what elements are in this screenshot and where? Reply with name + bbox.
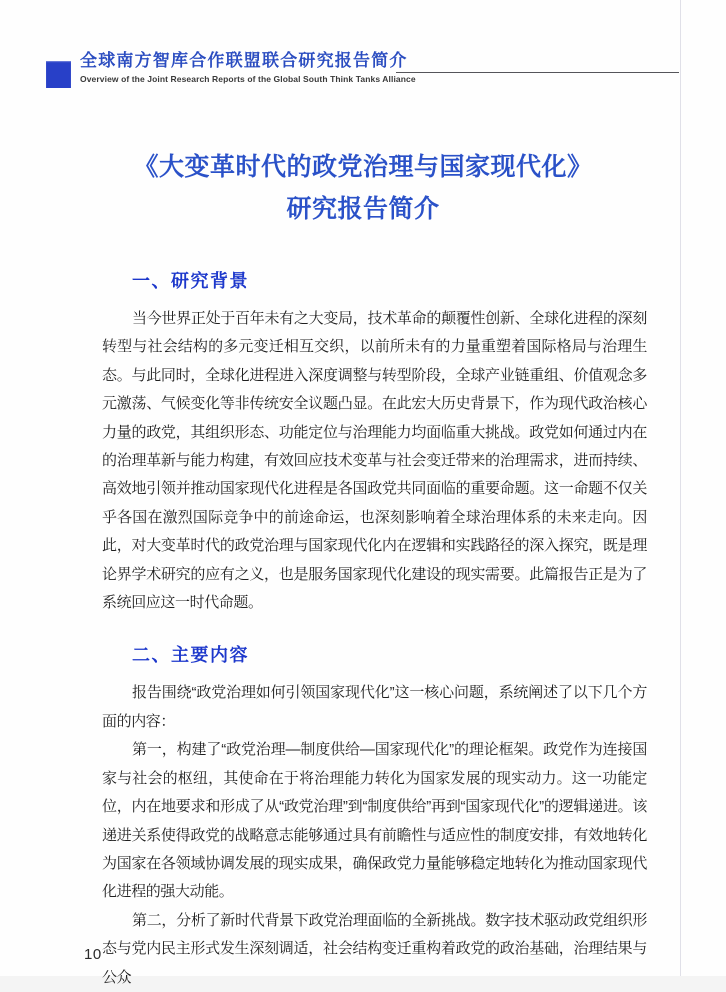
section-heading-research-background: 一、研究背景 <box>132 271 249 291</box>
alliance-logo-icon <box>46 61 71 88</box>
document-body <box>102 270 647 992</box>
header-title-en: Overview of the Joint Research Reports of the Global South Think Tanks Alliance <box>80 74 416 84</box>
section-heading-main-content: 二、主要内容 <box>132 645 249 666</box>
document-title-line1: 《大变革时代的政党治理与国家现代化》 <box>133 153 593 181</box>
header-title-zh: 全球南方智库合作联盟联合研究报告简介 <box>80 51 408 70</box>
document-title <box>0 146 726 230</box>
paragraph-point-one: 第一，构建了“政党治理—制度供给—国家现代化”的理论框架。政党作为连接国家与社会的枢纽，其使命在于将治理能力转化为国家发展的现实动力。这一功能定位，内在地要求和形成了从“政党治理”到“制度供给”再到“国家现代化”的逻辑递进。该递进关系使得政党的战略意志能够通过具有前瞻性与适应性的制度安排，有效地转化为国家在各领域协调发展的现实成果，确保政党力量能够稳定地转化为推动国家现代化进程的强大动能。 <box>102 741 647 901</box>
header-divider-rule <box>396 72 679 73</box>
paragraph-main-content-intro: 报告围绕“政党治理如何引领国家现代化”这一核心问题，系统阐述了以下几个方面的内容： <box>102 684 647 730</box>
page-number: 10 <box>84 946 102 963</box>
header-text-block <box>80 50 416 84</box>
paragraph-point-two: 第二，分析了新时代背景下政党治理面临的全新挑战。数字技术驱动政党组织形态与党内民主形式发生深刻调适，社会结构变迁重构着政党的政治基础，治理结果与公众 <box>102 911 647 986</box>
document-title-line2: 研究报告简介 <box>286 195 440 223</box>
paragraph-research-background: 当今世界正处于百年未有之大变局，技术革命的颠覆性创新、全球化进程的深刻转型与社会结构的多元变迁相互交织，以前所未有的力量重塑着国际格局与治理生态。与此同时，全球化进程进入深度调整与转型阶段，全球产业链重组、价值观念多元激荡、气候变化等非传统安全议题凸显。在此宏大历史背景下，作为现代政治核心力量的政党，其组织形态、功能定位与治理能力均面临重大挑战。政党如何通过内在的治理革新与能力构建，有效回应技术变革与社会变迁带来的治理需求，进而持续、高效地引领并推动国家现代化进程是各国政党共同面临的重要命题。这一命题不仅关乎各国在激烈国际竞争中的前途命运，也深刻影响着全球治理体系的未来走向。因此，对大变革时代的政党治理与国家现代化内在逻辑和实践路径的深入探究，既是理论界学术研究的应有之义，也是服务国家现代化建设的现实需要。此篇报告正是为了系统回应这一时代命题。 <box>102 310 647 612</box>
